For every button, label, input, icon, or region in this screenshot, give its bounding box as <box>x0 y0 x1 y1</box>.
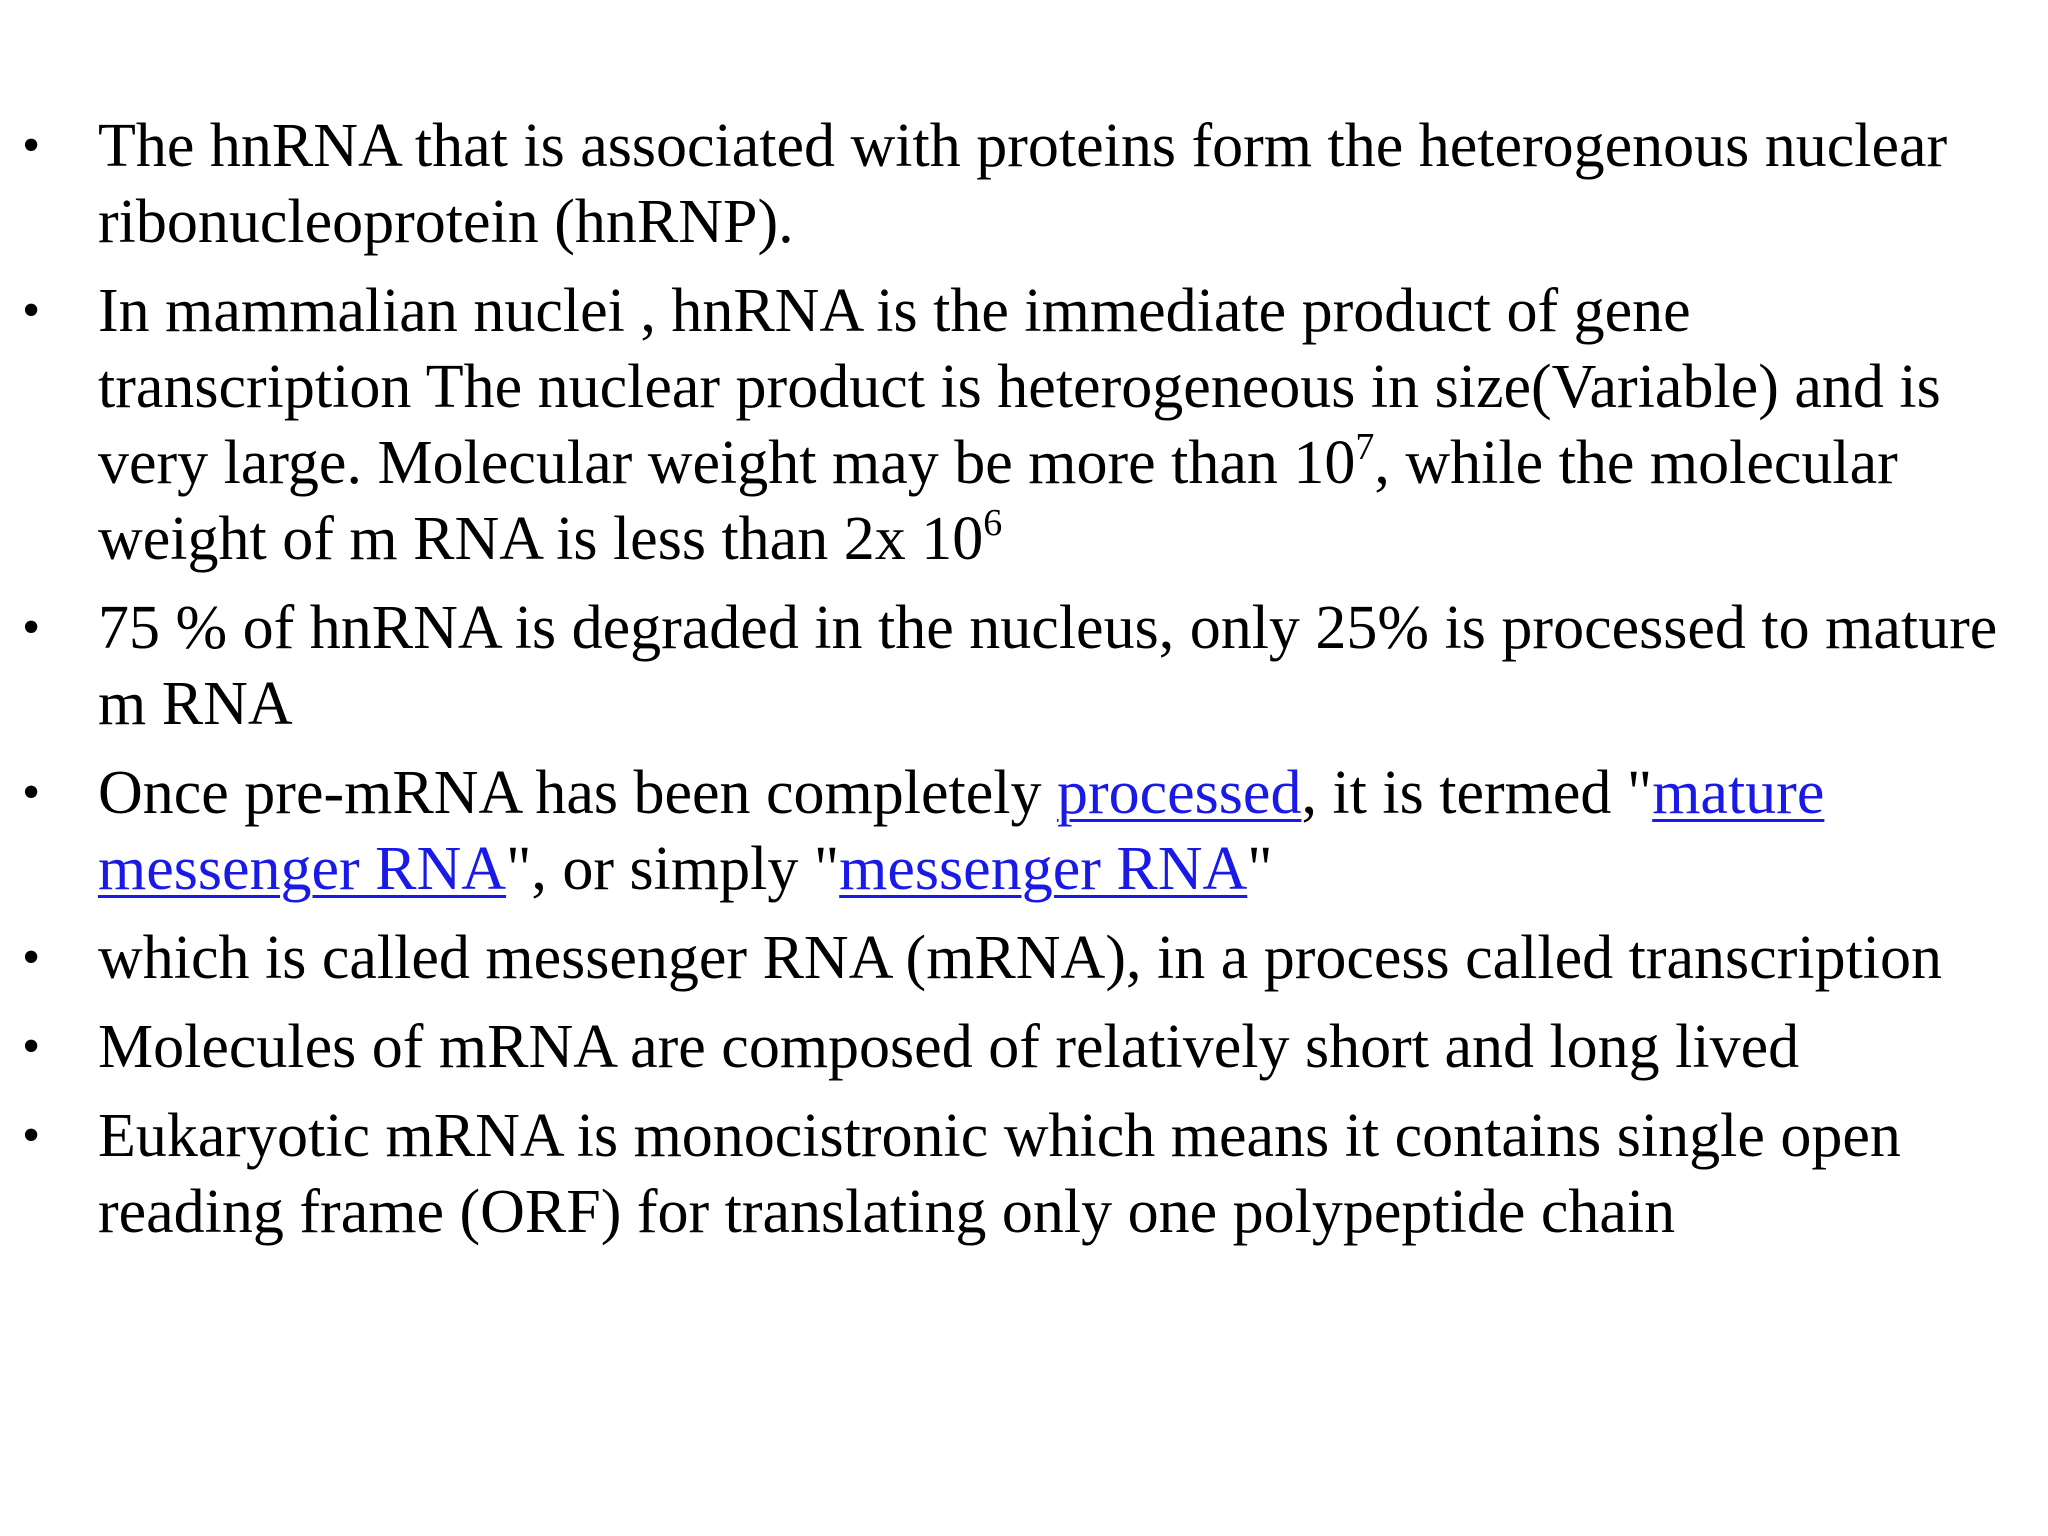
superscript-exponent: 7 <box>1355 426 1375 469</box>
bullet-text: which is called messenger RNA (mRNA), in a process called transcription <box>98 924 1943 992</box>
bullet-dot: • <box>22 599 41 656</box>
bullet-item-mammalian-nuclei <box>0 273 2048 577</box>
bullet-text: Eukaryotic mRNA is monocistronic which means it contains single open reading frame (ORF) for translating only one polypeptide chain <box>98 1102 1901 1246</box>
bullet-dot: • <box>22 117 41 174</box>
bullet-text: The hnRNA that is associated with proteins form the heterogenous nuclear ribonucleoprotein (hnRNP). <box>98 112 1948 256</box>
bullet-dot: • <box>22 1107 41 1164</box>
link-processed[interactable]: processed <box>1056 759 1302 827</box>
bullet-item-molecules <box>0 1009 2048 1085</box>
bullet-text: Molecules of mRNA are composed of relatively short and long lived <box>98 1013 1800 1081</box>
bullet-dot: • <box>22 764 41 821</box>
bullet-text: " <box>1247 835 1273 903</box>
bullet-item-monocistronic <box>0 1098 2048 1250</box>
bullet-text: 75 % of hnRNA is degraded in the nucleus, only 25% is processed to mature m RNA <box>98 594 1998 738</box>
bullet-dot: • <box>22 282 41 339</box>
link-messenger-rna[interactable]: messenger RNA <box>839 835 1248 903</box>
bullet-dot: • <box>22 1018 41 1075</box>
bullet-text: ", or simply " <box>506 835 840 903</box>
bullet-item-transcription <box>0 920 2048 996</box>
bullet-item-hnrnp <box>0 108 2048 260</box>
superscript-exponent: 6 <box>983 502 1003 545</box>
bullet-dot: • <box>22 929 41 986</box>
bullet-text: Once pre-mRNA has been completely <box>98 759 1057 827</box>
link-mature-messenger-rna[interactable]: mature messenger RNA <box>98 759 1825 903</box>
bullet-text: In mammalian nuclei , hnRNA is the immediate product of gene transcription The nuclear product is heterogeneous in size(Variable) and is very large. Molecular weight may be more than 10 <box>98 277 1941 497</box>
bullet-item-pre-mrna <box>0 755 2048 907</box>
bullet-text: , it is termed " <box>1301 759 1653 827</box>
bullet-item-degraded <box>0 590 2048 742</box>
bullet-text: , while the molecular weight of m RNA is less than 2x 10 <box>98 429 1898 573</box>
bullet-list <box>0 108 2048 1263</box>
